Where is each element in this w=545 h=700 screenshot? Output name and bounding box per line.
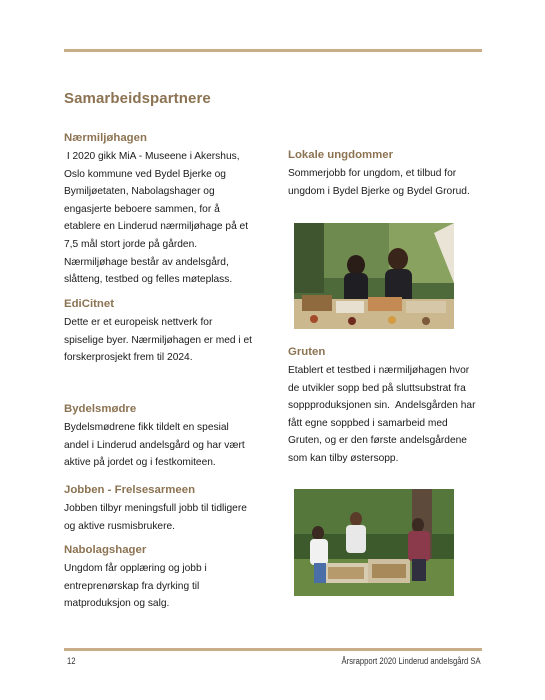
- section-heading: Nærmiljøhagen: [64, 132, 147, 144]
- text-line: engasjerte beboere sammen, for å: [64, 203, 220, 215]
- section-body: [64, 560, 269, 613]
- section-heading: Bydelsmødre: [64, 403, 137, 415]
- page-title: Samarbeidspartnere: [64, 90, 211, 107]
- text-line: ungdom i Bydel Bjerke og Bydel Grorud.: [288, 185, 470, 197]
- text-line: spiselige byer. Nærmiljøhagen er med i et: [64, 334, 252, 346]
- section-lokale-ungdommer: [288, 147, 493, 200]
- text-line: Gruten, og er den første andelsgårdene: [288, 435, 467, 447]
- section-jobben-frelsesarmeen: [64, 482, 269, 535]
- footer-title: Årsrapport 2020 Linderud andelsgård SA: [341, 656, 481, 666]
- section-heading: Nabolagshager: [64, 544, 147, 556]
- photo-market-stall: [294, 223, 454, 329]
- text-line: 7,5 mål stort jorde på gården.: [64, 238, 198, 250]
- text-line: Sommerjobb for ungdom, et tilbud for: [288, 168, 457, 179]
- section-heading: Lokale ungdommer: [288, 149, 394, 161]
- text-line: I 2020 gikk MiA - Museene i Akershus,: [64, 151, 240, 162]
- text-line: aktive på jordet og i festkomiteen.: [64, 457, 216, 469]
- text-line: fått egne soppbed i samarbeid med: [288, 417, 448, 429]
- top-rule: [64, 49, 482, 52]
- photo-mushroom-bed: [294, 489, 454, 596]
- text-line: og aktive rusmisbrukere.: [64, 520, 175, 532]
- text-line: matproduksjon og salg.: [64, 598, 170, 610]
- section-body: [64, 419, 269, 472]
- text-line: de utvikler sopp bed på sluttsubstrat fra: [288, 382, 466, 394]
- text-line: slåtteng, testbed og felles møteplass.: [64, 274, 233, 286]
- section-heading: Gruten: [288, 346, 326, 358]
- text-line: entreprenørskap fra dyrking til: [64, 580, 200, 592]
- section-body: [64, 500, 269, 535]
- footer-page-number: 12: [67, 656, 76, 666]
- section-gruten: [288, 344, 493, 468]
- section-body: [288, 165, 493, 200]
- section-naermiljohagen: [64, 130, 269, 289]
- text-line: Ungdom får opplæring og jobb i: [64, 563, 207, 574]
- text-line: Nærmiljøhage består av andelsgård,: [64, 256, 229, 268]
- section-heading: EdiCitnet: [64, 298, 114, 310]
- text-line: Etablert et testbed i nærmiljøhagen hvor: [288, 365, 470, 376]
- text-line: forskerprosjekt frem til 2024.: [64, 352, 193, 364]
- section-nabolagshager: [64, 542, 269, 613]
- text-line: Oslo kommune ved Bydel Bjerke og: [64, 168, 226, 180]
- section-body: [64, 314, 269, 367]
- text-line: som kan tilby østersopp.: [288, 452, 399, 464]
- section-bydelsmodre: [64, 401, 269, 472]
- section-body: [288, 362, 493, 468]
- section-edicitnet: [64, 296, 269, 367]
- text-line: etablere en Linderud nærmiljøhage på et: [64, 221, 249, 233]
- section-heading: Jobben - Frelsesarmeen: [64, 484, 196, 496]
- text-line: soppproduksjonen sin. Andelsgården har: [288, 400, 476, 412]
- text-line: Bydelsmødrene fikk tildelt en spesial: [64, 422, 229, 433]
- text-line: Jobben tilbyr meningsfull jobb til tidligere: [64, 503, 247, 514]
- section-body: [64, 148, 269, 289]
- text-line: Bymiljøetaten, Nabolagshager og: [64, 186, 215, 198]
- text-line: Dette er et europeisk nettverk for: [64, 317, 213, 328]
- bottom-rule: [64, 648, 482, 651]
- text-line: andel i Linderud andelsgård og har vært: [64, 439, 245, 451]
